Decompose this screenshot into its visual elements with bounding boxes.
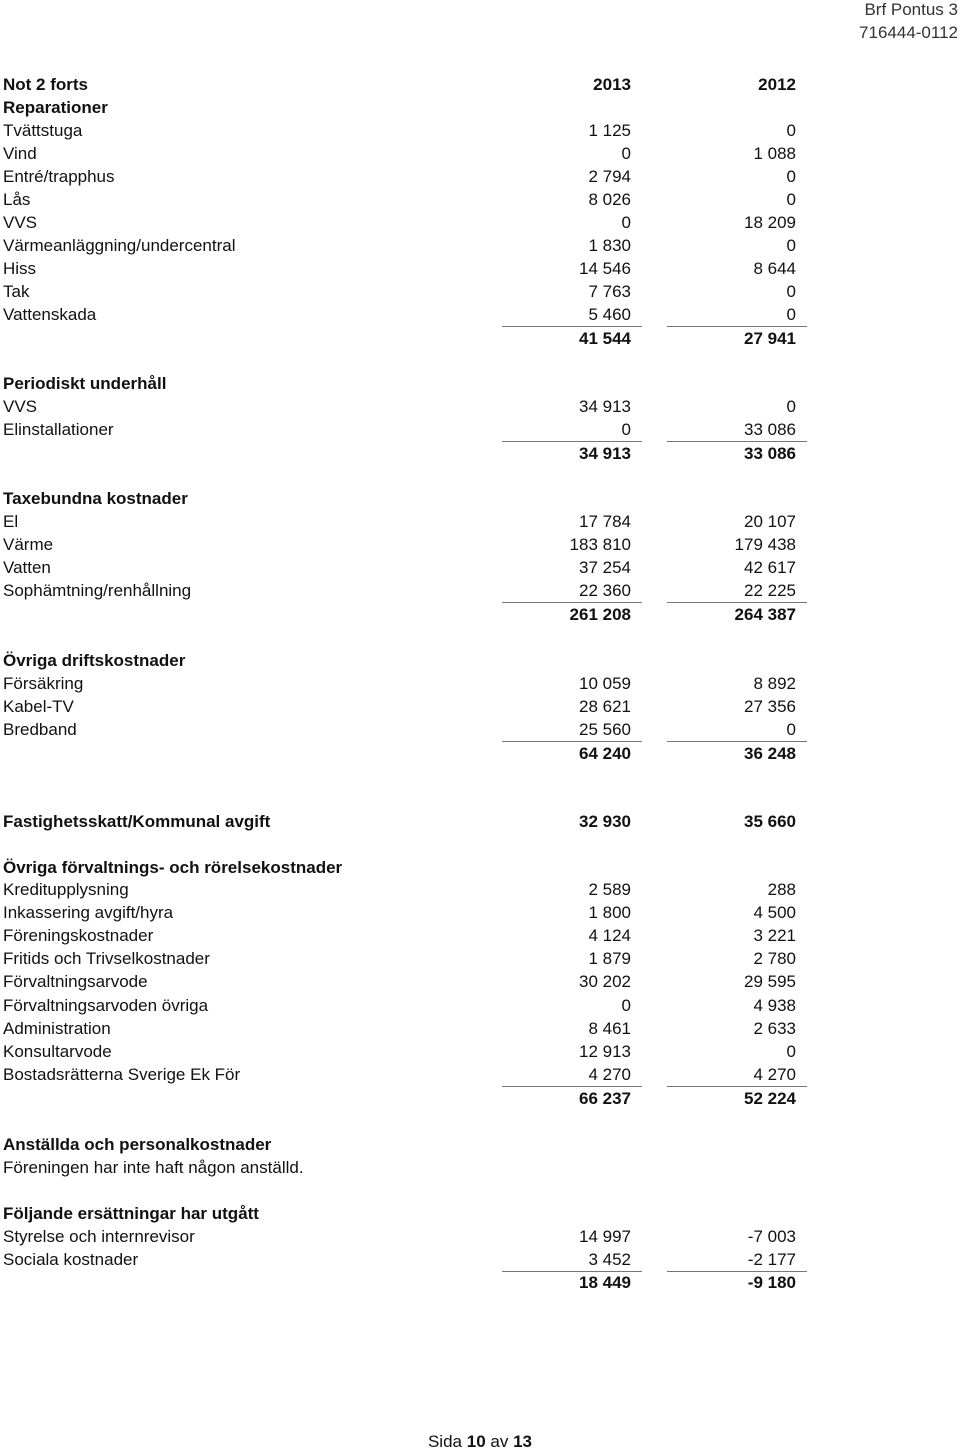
value-2013: 5 460 [588,305,631,324]
table-row [3,878,803,901]
value-2013: 1 125 [588,121,631,140]
table-row [3,418,803,441]
table-row [3,672,803,695]
row-label: Värme [3,535,54,554]
company-name: Brf Pontus 3 [864,0,958,19]
value-2013: 2 589 [588,880,631,899]
section-heading [3,856,803,879]
value-2012: 1 088 [753,144,796,163]
row-label: Lås [3,190,31,209]
table-row [3,142,803,165]
value-2013: 3 452 [588,1250,631,1269]
row-label: Entré/trapphus [3,167,115,186]
table-row [3,947,803,970]
table-row [3,901,803,924]
value-2012: 0 [786,397,796,416]
row-label: Fastighetsskatt/Kommunal avgift [3,812,271,831]
table-row [3,510,803,533]
value-2013: 18 449 [579,1273,631,1292]
section-heading [3,487,803,510]
row-label: Fritids och Trivselkostnader [3,949,210,968]
table-row [3,188,803,211]
footer-total: 13 [513,1432,533,1451]
value-2013: 1 800 [588,903,631,922]
value-2013: 1 879 [588,949,631,968]
row-label: Sophämtning/renhållning [3,581,192,600]
table-row [3,556,803,579]
row-label: Sociala kostnader [3,1250,139,1269]
value-2012: 0 [786,190,796,209]
row-label: Kreditupplysning [3,880,129,899]
table-row [3,579,803,602]
value-2013: 14 546 [579,259,631,278]
value-2013: 4 124 [588,926,631,945]
value-2013: 8 026 [588,190,631,209]
value-2012: 0 [786,1042,796,1061]
value-2013: 30 202 [579,972,631,991]
table-row [3,1017,803,1040]
row-label: Följande ersättningar har utgått [3,1204,259,1223]
table-row [3,1156,803,1179]
table-row [3,395,803,418]
row-label: Försäkring [3,674,84,693]
subtotal-row [3,1087,803,1110]
subtotal-row [3,1271,803,1294]
table-row [3,810,803,833]
value-2012: -7 003 [747,1227,796,1246]
value-2013: 64 240 [579,744,631,763]
table-row [3,211,803,234]
value-2012: 36 248 [744,744,796,763]
table-row [3,924,803,947]
section-heading [3,372,803,395]
value-2012: -9 180 [747,1273,796,1292]
subtotal-row [3,742,803,765]
table-row [3,280,803,303]
value-2013: 2 794 [588,167,631,186]
table-row [3,119,803,142]
value-2012: 0 [786,305,796,324]
value-2012: 4 270 [753,1065,796,1084]
value-2013: 17 784 [579,512,631,531]
note-title-row [3,73,803,96]
row-label: Bostadsrätterna Sverige Ek För [3,1065,241,1084]
value-2012: 29 595 [744,972,796,991]
subtotal-row [3,442,803,465]
row-label: Administration [3,1019,111,1038]
value-2012: 33 086 [744,444,796,463]
value-2012: 4 500 [753,903,796,922]
row-label: Periodiskt underhåll [3,374,167,393]
subtotal-row [3,327,803,350]
value-2012: 0 [786,282,796,301]
section-heading [3,649,803,672]
row-label: Föreningskostnader [3,926,154,945]
row-label: Bredband [3,720,77,739]
value-2012: 8 644 [753,259,796,278]
value-2013: 0 [621,420,631,439]
row-label: El [3,512,19,531]
table-row [3,994,803,1017]
value-2013: 183 810 [569,535,631,554]
value-2012: 0 [786,720,796,739]
value-2012: 27 356 [744,697,796,716]
value-2013: 7 763 [588,282,631,301]
row-label: Tvättstuga [3,121,83,140]
footer-page: 10 [466,1432,486,1451]
year-2013-header: 2013 [593,75,631,94]
row-label: VVS [3,213,38,232]
table-row [3,695,803,718]
value-2012: 0 [786,167,796,186]
value-2012: 3 221 [753,926,796,945]
value-2013: 8 461 [588,1019,631,1038]
value-2012: 22 225 [744,581,796,600]
value-2013: 28 621 [579,697,631,716]
row-label: Värmeanläggning/undercentral [3,236,236,255]
row-label: Tak [3,282,30,301]
value-2012: 0 [786,121,796,140]
value-2012: 179 438 [734,535,796,554]
table-row [3,1225,803,1248]
value-2013: 0 [621,213,631,232]
row-label: Styrelse och internrevisor [3,1227,195,1246]
row-label: Vatten [3,558,51,577]
value-2013: 14 997 [579,1227,631,1246]
row-label: Konsultarvode [3,1042,112,1061]
section-heading [3,1133,803,1156]
section-heading [3,96,803,119]
row-label: Vind [3,144,37,163]
value-2012: 42 617 [744,558,796,577]
row-label: Reparationer [3,98,108,117]
value-2012: 27 941 [744,329,796,348]
value-2012: 20 107 [744,512,796,531]
table-row [3,303,803,326]
row-label: Taxebundna kostnader [3,489,188,508]
value-2013: 1 830 [588,236,631,255]
value-2012: 35 660 [744,812,796,831]
note-title: Not 2 forts [3,75,88,94]
value-2012: 18 209 [744,213,796,232]
org-number: 716444-0112 [859,23,958,42]
value-2013: 41 544 [579,329,631,348]
value-2013: 0 [621,144,631,163]
value-2012: 0 [786,236,796,255]
row-label: Hiss [3,259,37,278]
row-label: Elinstallationer [3,420,114,439]
page-footer [0,1432,960,1452]
value-2012: -2 177 [747,1250,796,1269]
value-2012: 2 633 [753,1019,796,1038]
row-label: Vattenskada [3,305,97,324]
table-row [3,970,803,993]
row-label: Kabel-TV [3,697,74,716]
table-row [3,257,803,280]
row-label: Förvaltningsarvode [3,972,148,991]
table-row [3,1248,803,1271]
value-2013: 22 360 [579,581,631,600]
row-label: Inkassering avgift/hyra [3,903,174,922]
value-2012: 52 224 [744,1089,796,1108]
table-row [3,234,803,257]
year-2012-header: 2012 [758,75,796,94]
value-2013: 10 059 [579,674,631,693]
value-2013: 34 913 [579,444,631,463]
value-2013: 0 [621,996,631,1015]
row-label: VVS [3,397,38,416]
value-2013: 34 913 [579,397,631,416]
value-2012: 2 780 [753,949,796,968]
value-2013: 261 208 [569,605,631,624]
footer-middle: av [490,1432,509,1451]
row-label: Övriga driftskostnader [3,651,186,670]
value-2012: 288 [767,880,796,899]
table-row [3,165,803,188]
row-label: Föreningen har inte haft någon anställd. [3,1158,304,1177]
value-2013: 37 254 [579,558,631,577]
value-2013: 25 560 [579,720,631,739]
value-2012: 4 938 [753,996,796,1015]
table-row [3,1063,803,1086]
value-2013: 32 930 [579,812,631,831]
table-row [3,718,803,741]
value-2013: 12 913 [579,1042,631,1061]
value-2013: 4 270 [588,1065,631,1084]
footer-prefix: Sida [427,1432,462,1451]
row-label: Övriga förvaltnings- och rörelsekostnader [3,858,343,877]
value-2013: 66 237 [579,1089,631,1108]
table-row [3,533,803,556]
value-2012: 33 086 [744,420,796,439]
table-row [3,1040,803,1063]
row-label: Anställda och personalkostnader [3,1135,272,1154]
section-heading [3,1202,803,1225]
subtotal-row [3,603,803,626]
document-header [859,0,958,44]
row-label: Förvaltningsarvoden övriga [3,996,209,1015]
value-2012: 8 892 [753,674,796,693]
value-2012: 264 387 [734,605,796,624]
